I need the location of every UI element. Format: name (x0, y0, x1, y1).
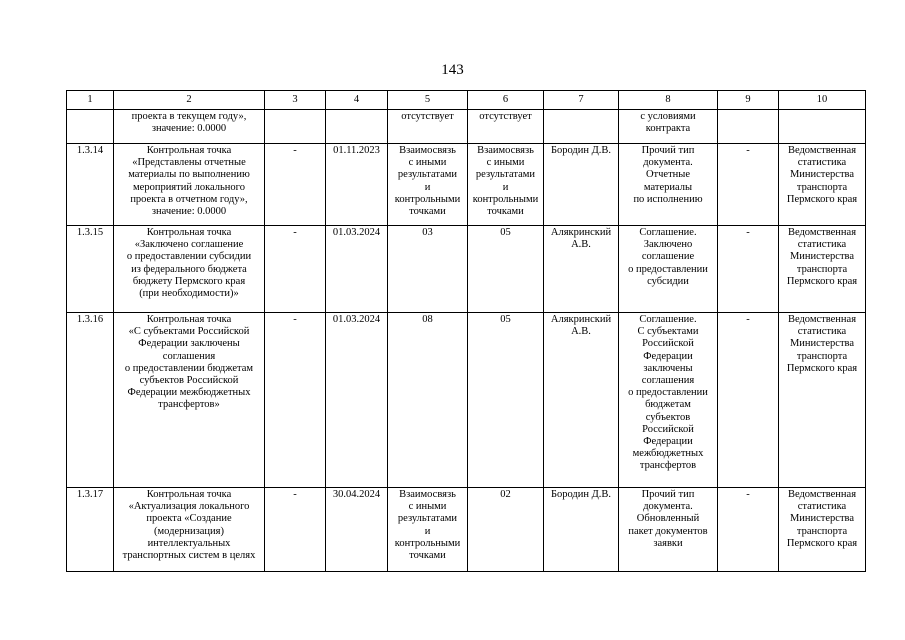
column-header: 6 (468, 91, 544, 110)
cell-col9: - (718, 313, 779, 488)
control-point-name-cell: Контрольная точка «С субъектами Российской Федерации заключены соглашения о предоставлении бюджетам субъектов Российской Федерации межбюджетных трансфертов» (114, 313, 265, 488)
column-header: 8 (619, 91, 718, 110)
cell-col6: 05 (468, 226, 544, 313)
document-cell: Прочий тип документа. Отчетные материалы по исполнению (619, 144, 718, 226)
control-point-name-cell: Контрольная точка «Заключено соглашение о предоставлении субсидии из федерального бюджета бюджету Пермского края (при необходимости)» (114, 226, 265, 313)
column-header: 10 (779, 91, 866, 110)
cell-col5: 03 (388, 226, 468, 313)
row-number-cell: 1.3.15 (67, 226, 114, 313)
document-cell: Соглашение. Заключено соглашение о предоставлении субсидии (619, 226, 718, 313)
date-cell: 01.11.2023 (326, 144, 388, 226)
row-number-cell: 1.3.17 (67, 488, 114, 572)
cell-col3: - (265, 144, 326, 226)
column-header: 4 (326, 91, 388, 110)
cell-col9: - (718, 144, 779, 226)
cell-col5: Взаимосвязь с иными результатами и контрольными точками (388, 488, 468, 572)
column-header: 5 (388, 91, 468, 110)
source-cell (779, 110, 866, 144)
table-header-row (67, 91, 866, 110)
cell-col6: отсутствует (468, 110, 544, 144)
table-row (67, 144, 866, 226)
document-cell: Соглашение. С субъектами Российской Федерации заключены соглашения о предоставлении бюджетам субъектов Российской Федерации межбюджетных трансфертов (619, 313, 718, 488)
column-header: 7 (544, 91, 619, 110)
responsible-cell: Алякринский А.В. (544, 226, 619, 313)
row-number-cell: 1.3.16 (67, 313, 114, 488)
source-cell: Ведомственная статистика Министерства транспорта Пермского края (779, 488, 866, 572)
column-header: 2 (114, 91, 265, 110)
control-points-table (66, 90, 866, 572)
cell-col9 (718, 110, 779, 144)
cell-col3: - (265, 488, 326, 572)
source-cell: Ведомственная статистика Министерства транспорта Пермского края (779, 144, 866, 226)
date-cell: 01.03.2024 (326, 226, 388, 313)
column-header: 1 (67, 91, 114, 110)
responsible-cell: Бородин Д.В. (544, 144, 619, 226)
responsible-cell: Бородин Д.В. (544, 488, 619, 572)
cell-col3: - (265, 226, 326, 313)
cell-col9: - (718, 226, 779, 313)
cell-col5: Взаимосвязь с иными результатами и контрольными точками (388, 144, 468, 226)
cell-col5: 08 (388, 313, 468, 488)
table-row (67, 226, 866, 313)
date-cell: 30.04.2024 (326, 488, 388, 572)
control-point-name-cell: проекта в текущем году», значение: 0.0000 (114, 110, 265, 144)
page-number: 143 (441, 62, 464, 78)
table-row (67, 313, 866, 488)
responsible-cell (544, 110, 619, 144)
control-point-name-cell: Контрольная точка «Актуализация локального проекта «Создание (модернизация) интеллектуальных транспортных систем в целях (114, 488, 265, 572)
column-header: 3 (265, 91, 326, 110)
cell-col6: Взаимосвязь с иными результатами и контрольными точками (468, 144, 544, 226)
source-cell: Ведомственная статистика Министерства транспорта Пермского края (779, 313, 866, 488)
document-cell: Прочий тип документа. Обновленный пакет документов заявки (619, 488, 718, 572)
cell-col9: - (718, 488, 779, 572)
document-cell: с условиями контракта (619, 110, 718, 144)
cell-col5: отсутствует (388, 110, 468, 144)
date-cell: 01.03.2024 (326, 313, 388, 488)
table-row (67, 110, 866, 144)
cell-col6: 05 (468, 313, 544, 488)
row-number-cell (67, 110, 114, 144)
cell-col3: - (265, 313, 326, 488)
cell-col3 (265, 110, 326, 144)
row-number-cell: 1.3.14 (67, 144, 114, 226)
cell-col6: 02 (468, 488, 544, 572)
date-cell (326, 110, 388, 144)
column-header: 9 (718, 91, 779, 110)
table-row (67, 488, 866, 572)
responsible-cell: Алякринский А.В. (544, 313, 619, 488)
control-point-name-cell: Контрольная точка «Представлены отчетные материалы по выполнению мероприятий локального проекта в отчетном году», значение: 0.0000 (114, 144, 265, 226)
source-cell: Ведомственная статистика Министерства транспорта Пермского края (779, 226, 866, 313)
